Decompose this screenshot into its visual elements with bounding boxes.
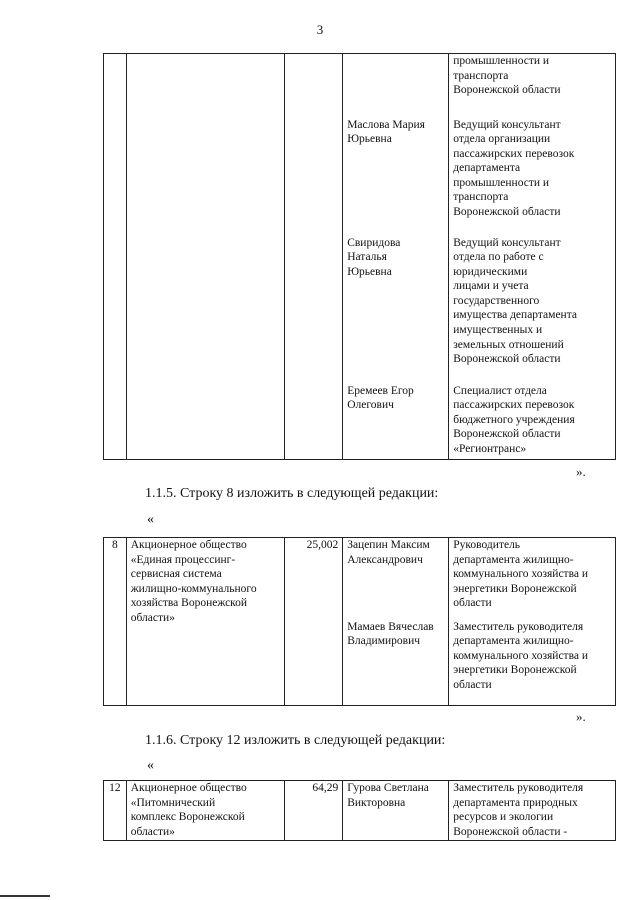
member-name: Зацепин Максим Александрович <box>343 538 449 620</box>
footer-divider <box>0 895 50 897</box>
table-row <box>104 118 616 236</box>
member-position: Ведущий консультант отдела по работе с юридическими лицами и учета государственного имущества департамента имущественных и земельных отношений Воронежской области <box>449 236 616 384</box>
member-name: Свиридова Наталья Юрьевна <box>343 236 449 384</box>
row-number: 12 <box>104 781 127 841</box>
member-position: Заместитель руководителя департамента природных ресурсов и экологии Воронежской области - <box>449 781 616 841</box>
section-1-1-5-heading: 1.1.5. Строку 8 изложить в следующей редакции: <box>145 486 439 501</box>
member-position: Ведущий консультант отдела организации пассажирских перевозок департамента промышленности и транспорта Воронежской области <box>449 118 616 236</box>
member-position: Заместитель руководителя департамента жилищно- коммунального хозяйства и энергетики Воронежской области <box>449 620 616 706</box>
table-row <box>104 538 616 620</box>
table-row <box>104 54 616 118</box>
page-number: 3 <box>316 22 324 37</box>
member-position: Специалист отдела пассажирских перевозок бюджетного учреждения Воронежской области «Регионтранс» <box>449 384 616 460</box>
table-row <box>104 384 616 460</box>
organization-name: Акционерное общество «Единая процессинг- сервисная система жилищно-коммунального хозяйства Воронежской области» <box>126 538 284 706</box>
member-name: Маслова Мария Юрьевна <box>343 118 449 236</box>
members-table-continuation <box>103 53 616 460</box>
row-number: 8 <box>104 538 127 706</box>
member-position: Руководитель департамента жилищно- коммунального хозяйства и энергетики Воронежской области <box>449 538 616 620</box>
share-percent: 64,29 <box>284 781 342 841</box>
row-12-table <box>103 780 616 841</box>
member-name <box>343 54 449 118</box>
table-row <box>104 781 616 841</box>
member-name: Мамаев Вячеслав Владимирович <box>343 620 449 706</box>
section-1-1-6-heading: 1.1.6. Строку 12 изложить в следующей редакции: <box>145 733 446 748</box>
member-position: промышленности и транспорта Воронежской области <box>449 54 616 118</box>
organization-name: Акционерное общество «Питомнический комплекс Воронежской области» <box>126 781 284 841</box>
closing-quote: ». <box>576 464 586 479</box>
table-row <box>104 236 616 384</box>
member-name: Гурова Светлана Викторовна <box>343 781 449 841</box>
row-8-table <box>103 537 616 706</box>
share-percent: 25,002 <box>284 538 342 706</box>
opening-quote: « <box>147 512 154 527</box>
member-name: Еремеев Егор Олегович <box>343 384 449 460</box>
opening-quote: « <box>147 758 154 773</box>
closing-quote: ». <box>576 709 586 724</box>
